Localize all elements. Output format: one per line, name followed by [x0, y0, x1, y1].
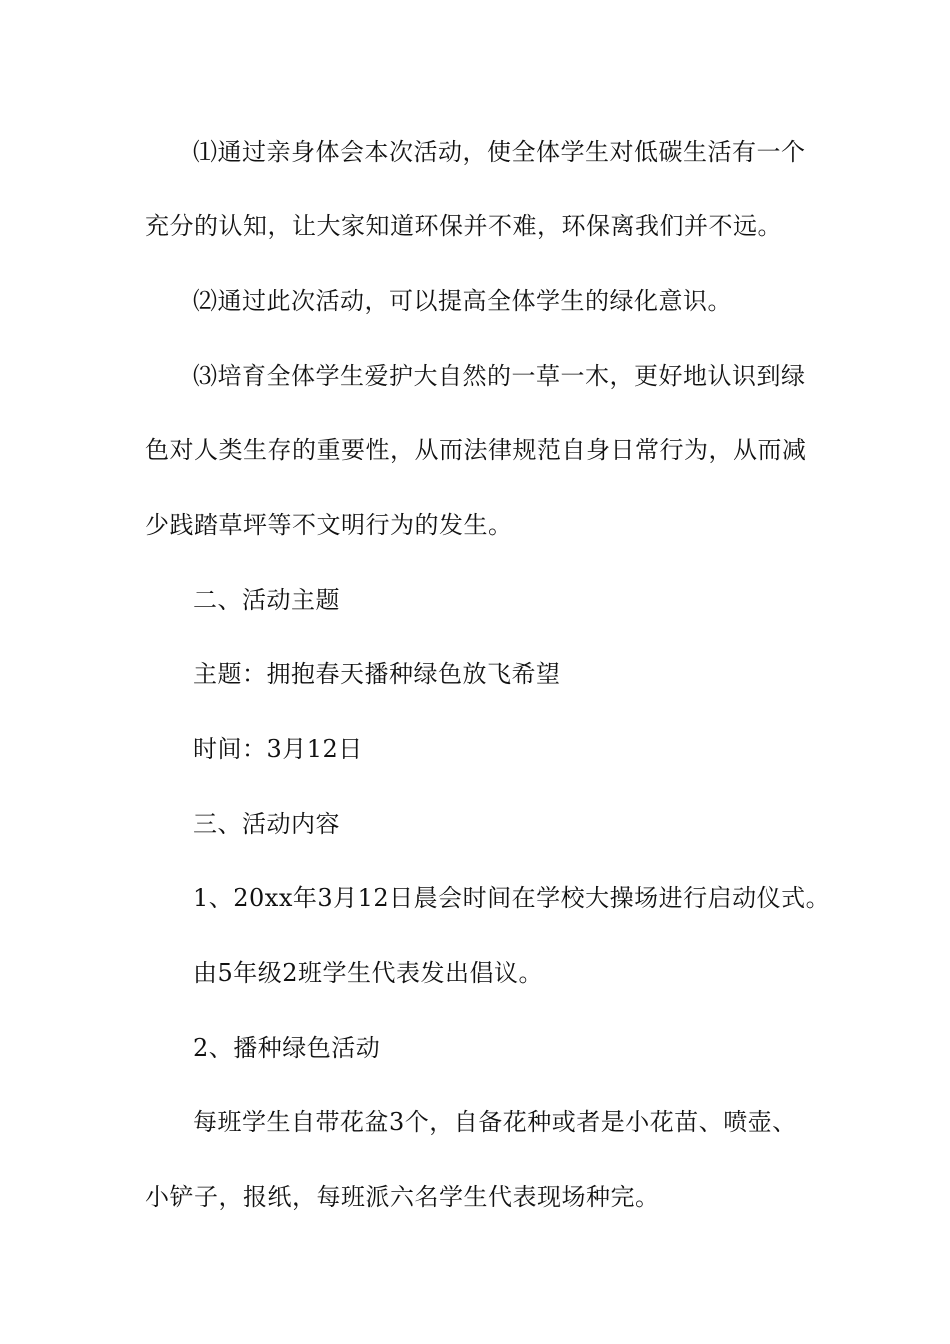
- section-heading-theme: 二、活动主题: [193, 586, 340, 614]
- theme-text: 主题：拥抱春天播种绿色放飞希望: [193, 660, 561, 688]
- content-item-2-detail-line-2: 小铲子，报纸，每班派六名学生代表现场种完。: [145, 1183, 660, 1211]
- content-item-2-detail-line-1: 每班学生自带花盆3个，自备花种或者是小花苗、喷壶、: [193, 1108, 797, 1136]
- content-item-1: 1、20xx年3月12日晨会时间在学校大操场进行启动仪式。: [193, 884, 831, 912]
- date-text: 时间：3月12日: [193, 735, 363, 763]
- content-item-2: 2、播种绿色活动: [193, 1034, 381, 1062]
- paragraph-objective-1-line-1: ⑴通过亲身体会本次活动，使全体学生对低碳生活有一个: [193, 138, 806, 166]
- content-item-1-detail: 由5年级2班学生代表发出倡议。: [193, 959, 544, 987]
- section-heading-content: 三、活动内容: [193, 810, 340, 838]
- paragraph-objective-3-line-2: 色对人类生存的重要性，从而法律规范自身日常行为，从而减: [145, 436, 807, 464]
- paragraph-objective-1-line-2: 充分的认知，让大家知道环保并不难，环保离我们并不远。: [145, 212, 782, 240]
- paragraph-objective-3-line-1: ⑶培育全体学生爱护大自然的一草一木，更好地认识到绿: [193, 362, 806, 390]
- paragraph-objective-2: ⑵通过此次活动，可以提高全体学生的绿化意识。: [193, 287, 732, 315]
- paragraph-objective-3-line-3: 少践踏草坪等不文明行为的发生。: [145, 511, 513, 539]
